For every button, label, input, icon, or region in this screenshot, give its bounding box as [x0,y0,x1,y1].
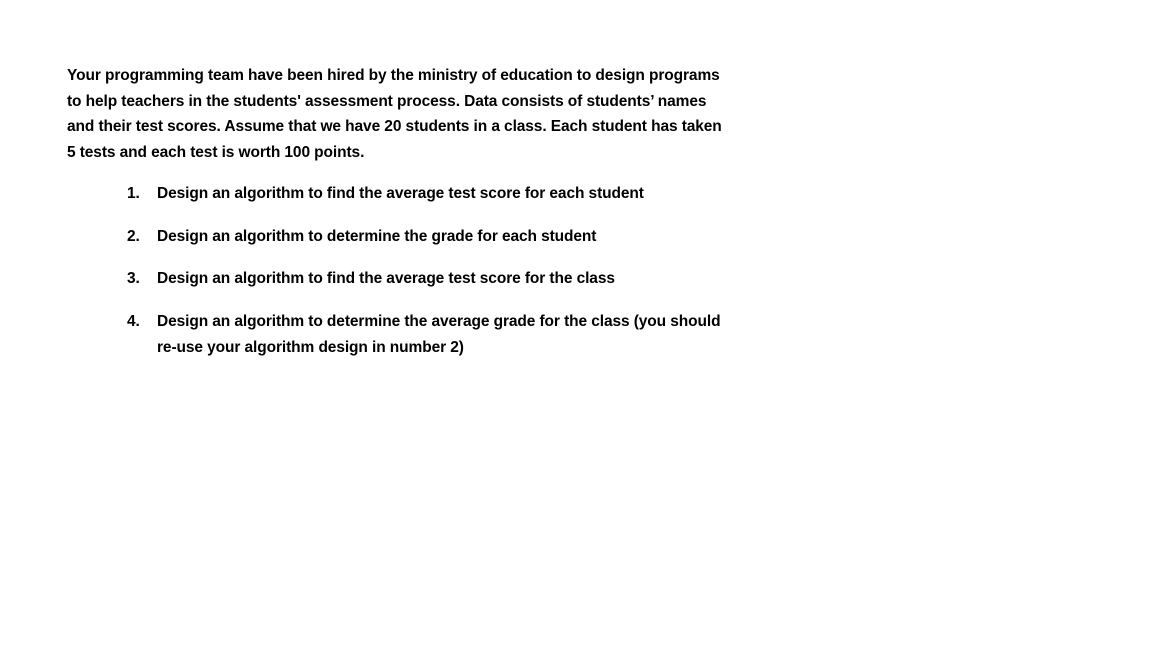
task-text [157,181,644,207]
task-line: Design an algorithm to find the average test score for the class [157,270,615,287]
task-text [157,224,596,250]
intro-paragraph [67,63,767,166]
task-item-3 [127,266,767,292]
intro-line: 5 tests and each test is worth 100 points. [67,144,365,162]
task-number: 2. [127,227,140,245]
task-number: 1. [127,185,140,202]
task-list [127,181,767,377]
task-line: Design an algorithm to determine the average grade for the class (you should [157,312,721,330]
task-item-2 [127,224,767,250]
task-line: Design an algorithm to determine the grade for each student [157,227,597,245]
task-number: 3. [127,270,140,287]
task-text [157,266,615,292]
task-number: 4. [127,312,140,330]
intro-line: Your programming team have been hired by the ministry of education to design programs [67,67,720,84]
task-line: re-use your algorithm design in number 2) [157,338,464,356]
task-text [157,309,720,361]
intro-line: to help teachers in the students' assessment process. Data consists of students’ names [67,92,707,110]
task-item-4 [127,309,767,361]
task-item-1 [127,181,767,207]
task-line: Design an algorithm to find the average test score for each student [157,185,644,202]
intro-line: and their test scores. Assume that we have 20 students in a class. Each student has taken [67,118,722,136]
